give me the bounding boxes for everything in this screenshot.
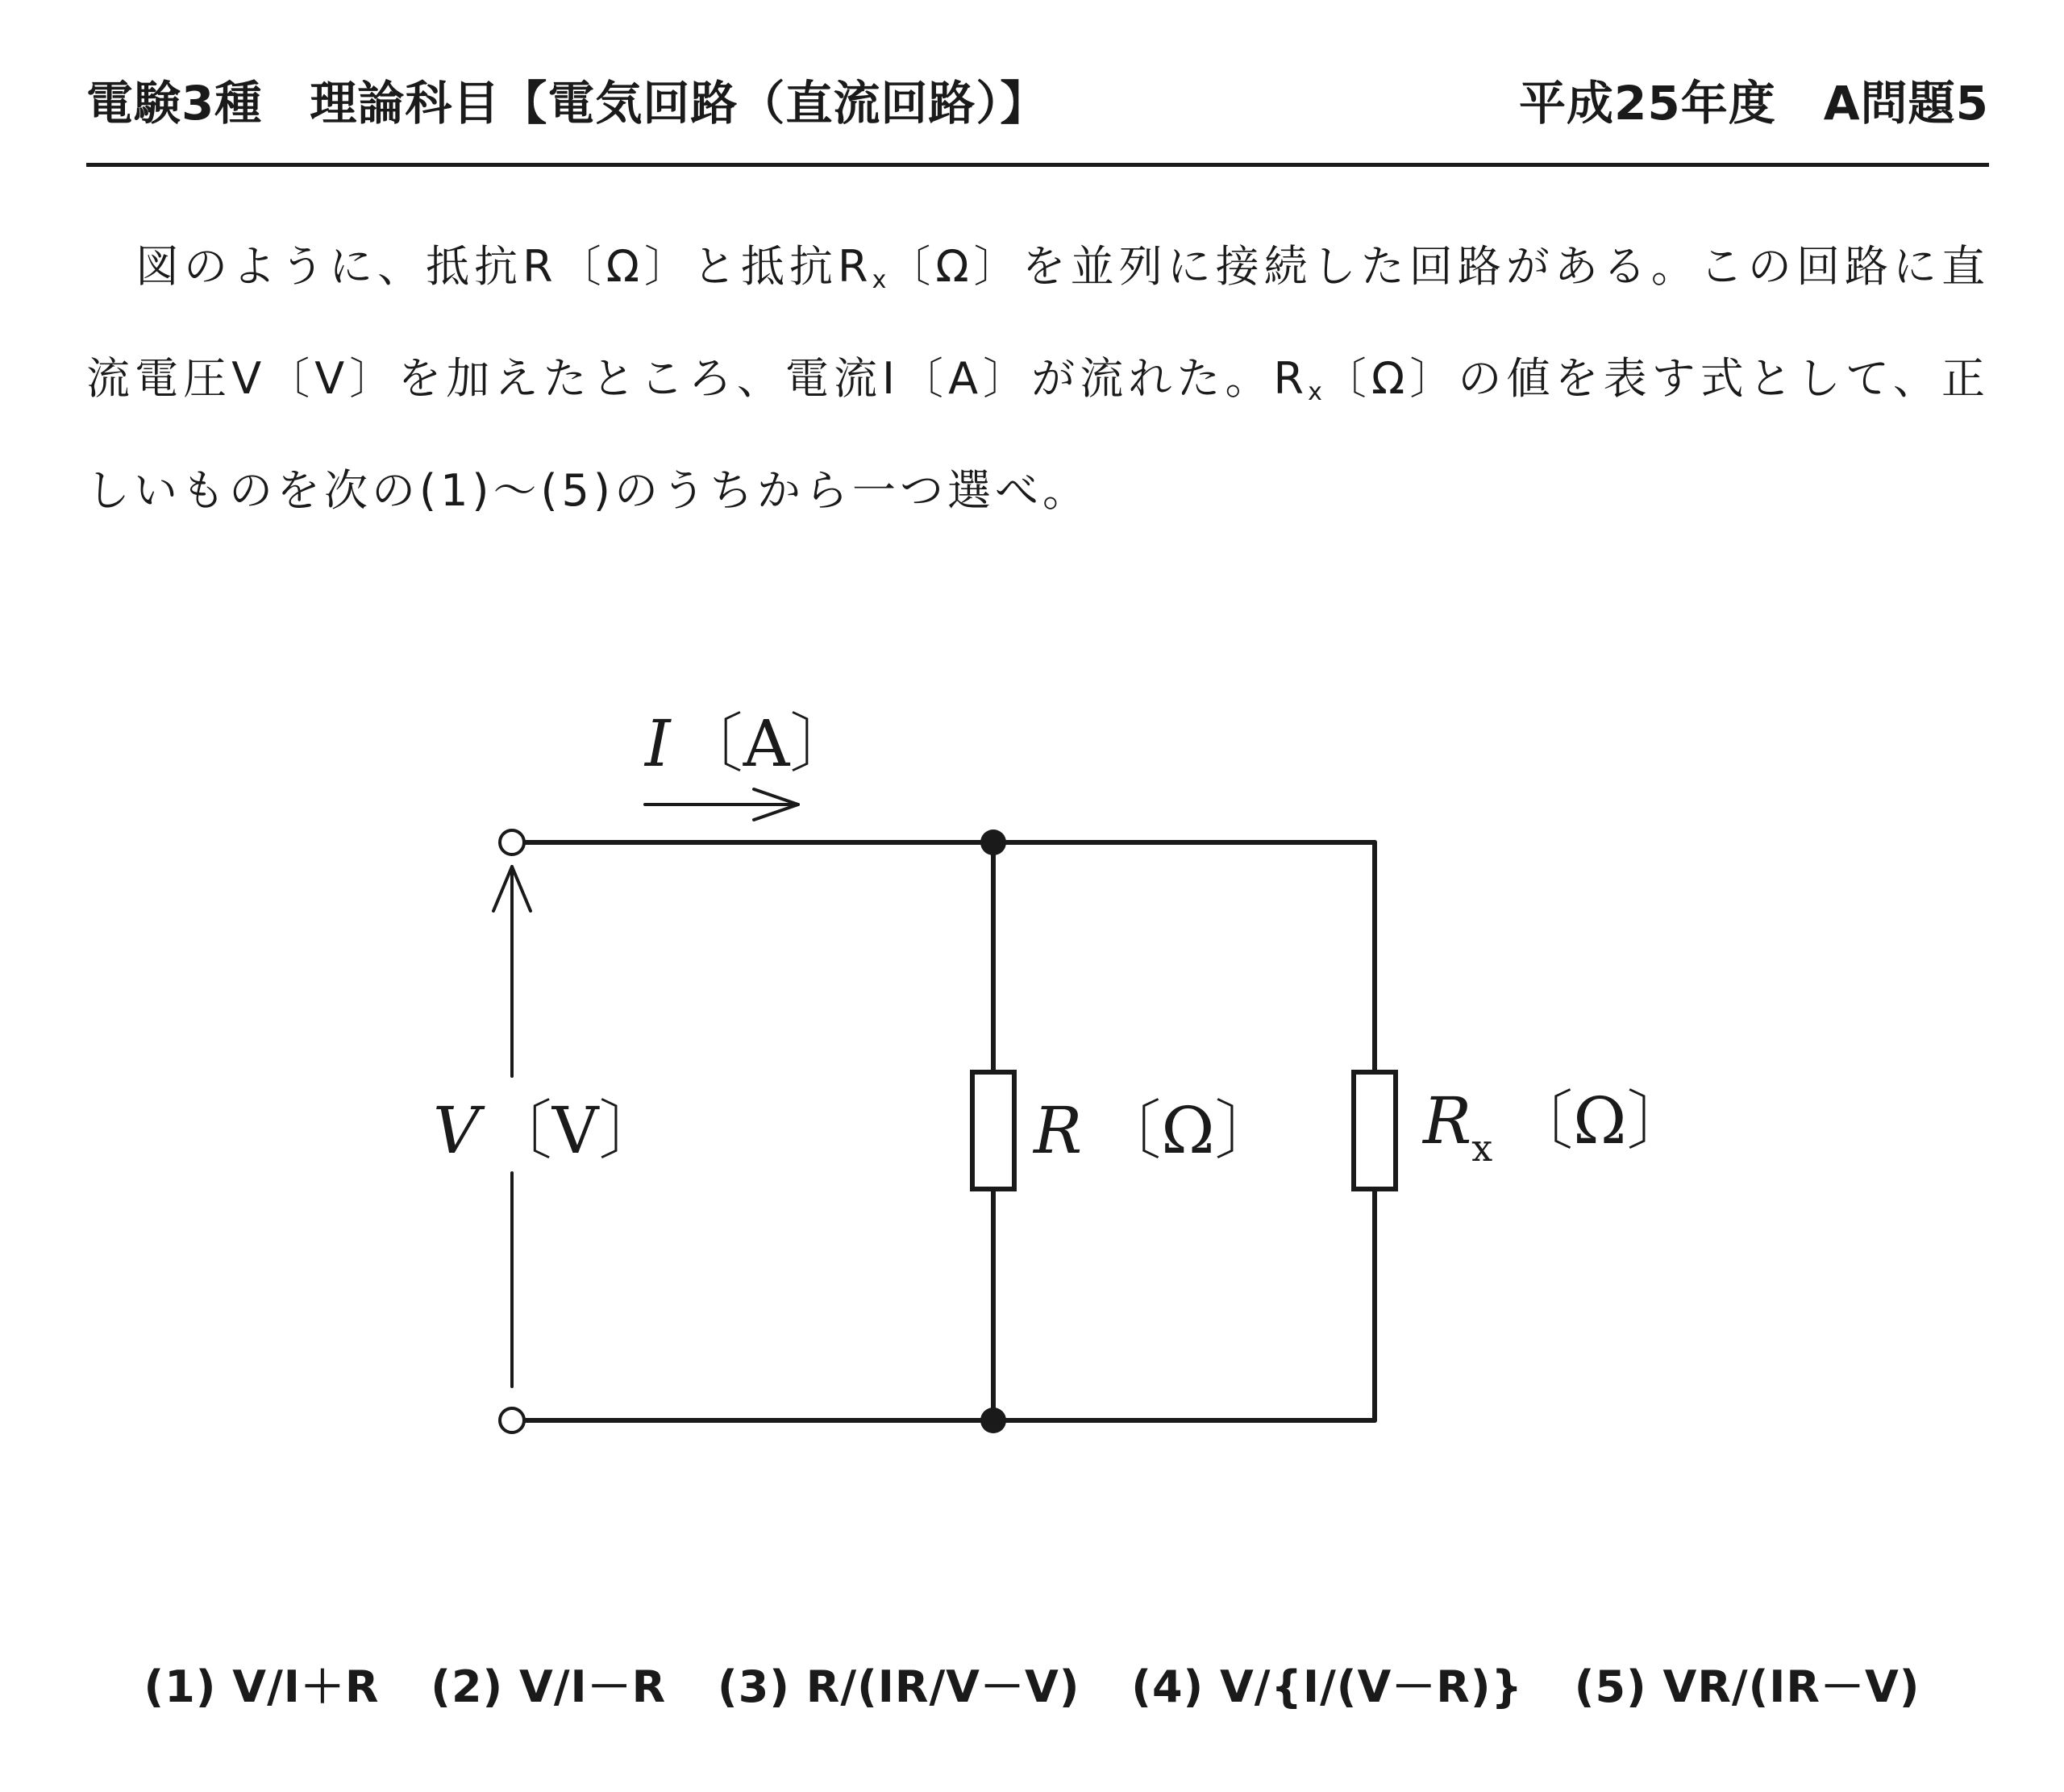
question-part-3: 〔Ω〕の値を表す式として、正しいものを次の(1)～(5)のうちから一つ選べ。 — [86, 353, 1990, 516]
choice-1[interactable] — [144, 1653, 380, 1715]
question-part-2: 〔Ω〕を並列に接続した回路がある。この回路に直流電圧V〔V〕を加えたところ、電流I〔A〕が流れた。R — [86, 241, 1989, 404]
choice-5-text: VR/(IR－V) — [1662, 1661, 1920, 1712]
rx-subscript: x — [1471, 1126, 1493, 1170]
current-symbol: I — [645, 706, 671, 781]
voltage-label — [433, 1093, 664, 1168]
r-symbol: R — [1034, 1093, 1083, 1168]
choice-1-text: V/I＋R — [232, 1661, 380, 1712]
answer-choices — [0, 1653, 2064, 1715]
current-unit: 〔A〕 — [678, 706, 855, 781]
r-label — [1032, 1093, 1280, 1168]
choice-3-label: (3) — [718, 1661, 790, 1712]
choice-4[interactable] — [1131, 1653, 1523, 1715]
junction-top — [980, 829, 1006, 855]
rx-unit: 〔Ω〕 — [1508, 1083, 1692, 1158]
choice-4-text: V/{I/(V－R)} — [1220, 1661, 1523, 1712]
resistor-rx — [1354, 1072, 1396, 1189]
rx-symbol: R — [1423, 1083, 1472, 1158]
question-subscript-2: x — [1308, 378, 1322, 406]
exam-source: 平成25年度 A問題5 — [1519, 76, 1989, 131]
choice-2-text: V/I－R — [519, 1661, 667, 1712]
terminal-bottom — [500, 1408, 524, 1432]
choice-5[interactable] — [1575, 1653, 1920, 1715]
rx-label — [1421, 1083, 1692, 1170]
r-unit: 〔Ω〕 — [1096, 1093, 1280, 1168]
choice-2[interactable] — [431, 1653, 666, 1715]
voltage-symbol: V — [433, 1093, 480, 1168]
choice-3[interactable] — [718, 1653, 1080, 1715]
exam-title: 電験3種 理論科目【電気回路（直流回路）】 — [86, 76, 1048, 131]
junction-bottom — [980, 1407, 1006, 1433]
terminal-top — [500, 830, 524, 854]
current-label — [643, 706, 854, 781]
choice-1-label: (1) — [144, 1661, 217, 1712]
choice-4-label: (4) — [1131, 1661, 1205, 1712]
resistor-r — [972, 1072, 1014, 1189]
voltage-unit: 〔V〕 — [487, 1093, 664, 1168]
choice-3-text: R/(IR/V－V) — [805, 1661, 1080, 1712]
question-subscript-1: x — [872, 266, 887, 294]
question-part-1: 図のように、抵抗R〔Ω〕と抵抗R — [135, 241, 872, 292]
choice-2-label: (2) — [431, 1661, 504, 1712]
choice-5-label: (5) — [1574, 1661, 1647, 1712]
